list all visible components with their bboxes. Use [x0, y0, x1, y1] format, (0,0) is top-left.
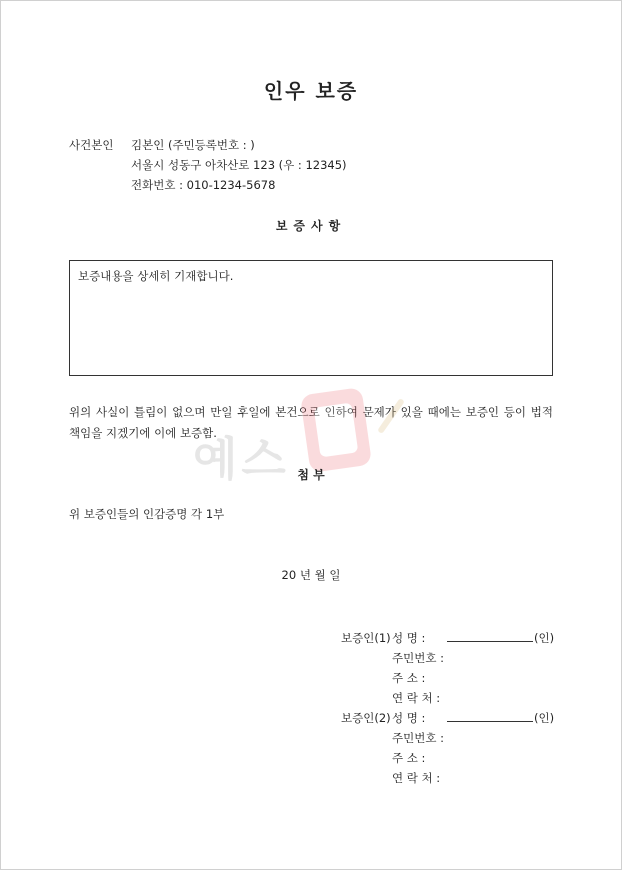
guarantor-2-id-label: 주민번호 :	[392, 731, 444, 745]
guarantor-1-name-label: 성 명 :	[392, 631, 426, 645]
subject-label: 사건본인	[69, 138, 114, 152]
attachment-text: 위 보증인들의 인감증명 각 1부	[69, 507, 225, 521]
declaration-paragraph: 위의 사실이 틀림이 없으며 만일 후일에 본건으로 인하여 문제가 있을 때에는 보증인 등이 법적 책임을 지겠기에 이에 보증함.	[69, 405, 553, 440]
guarantee-content-box	[69, 260, 553, 376]
guarantor-1-address-label: 주 소 :	[392, 671, 426, 685]
guarantor-2-label: 보증인(2)	[341, 711, 391, 725]
subject-phone-line: 전화번호 : 010-1234-5678	[131, 178, 276, 192]
guarantor-2-address-label: 주 소 :	[392, 751, 426, 765]
subject-name-line: 김본인 (주민등록번호 : )	[131, 138, 255, 152]
guarantor-1-name-field[interactable]	[447, 630, 533, 645]
date-line: 20 년 월 일	[281, 568, 341, 582]
guarantor-2-contact-label: 연 락 처 :	[392, 771, 441, 785]
document-title: 인우 보증	[263, 79, 359, 103]
guarantee-box-text: 보증내용을 상세히 기재합니다.	[78, 269, 234, 283]
guarantor-1-seal: (인)	[534, 631, 555, 645]
guarantor-1-label: 보증인(1)	[341, 631, 391, 645]
watermark-text: 예스	[193, 432, 290, 486]
guarantor-2-name-field[interactable]	[447, 710, 533, 725]
attachment-heading: 첨 부	[297, 468, 325, 482]
subject-address-line: 서울시 성동구 아차산로 123 (우 : 12345)	[131, 158, 347, 172]
guarantor-2-name-label: 성 명 :	[392, 711, 426, 725]
guarantor-1-id-label: 주민번호 :	[392, 651, 444, 665]
guarantee-heading: 보증사항	[275, 219, 347, 233]
guarantor-1-contact-label: 연 락 처 :	[392, 691, 441, 705]
guarantor-2-seal: (인)	[534, 711, 555, 725]
